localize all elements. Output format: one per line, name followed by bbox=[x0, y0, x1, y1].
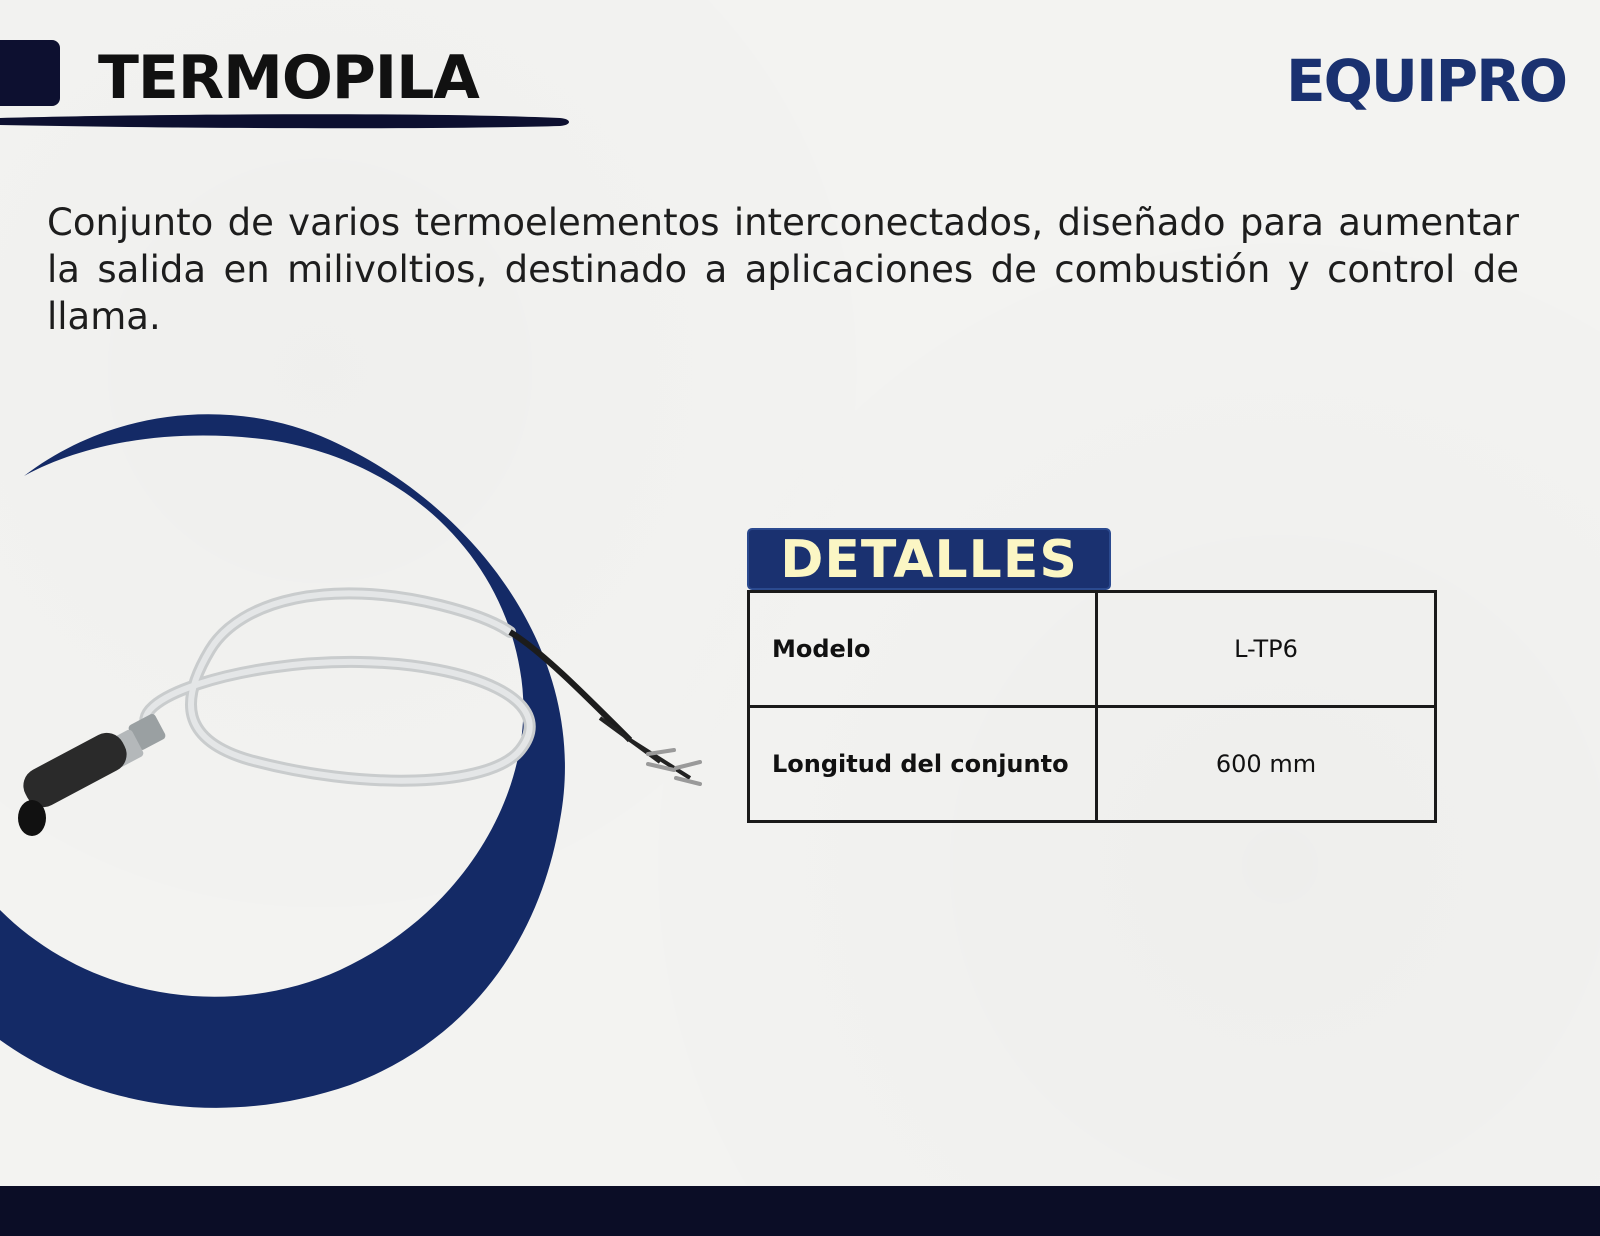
title-underline bbox=[0, 112, 575, 132]
footer-bar bbox=[0, 1186, 1600, 1236]
spec-value: L-TP6 bbox=[1097, 592, 1436, 707]
specs-table bbox=[747, 590, 1437, 823]
page-title: TERMOPILA bbox=[98, 43, 479, 113]
details-badge: DETALLES bbox=[747, 528, 1111, 590]
product-illustration bbox=[0, 400, 720, 1110]
product-description: Conjunto de varios termoelementos interconectados, diseñado para aumentar la salida en milivoltios, destinado a aplicaciones de combustión y control de llama. bbox=[47, 201, 1519, 338]
spec-label: Longitud del conjunto bbox=[749, 707, 1097, 822]
table-row bbox=[749, 592, 1436, 707]
table-row bbox=[749, 707, 1436, 822]
spec-label: Modelo bbox=[749, 592, 1097, 707]
spec-value: 600 mm bbox=[1097, 707, 1436, 822]
brand-logo: EQUIPRO bbox=[1286, 47, 1567, 115]
thermopile-probe-image bbox=[17, 593, 700, 836]
title-accent-block bbox=[0, 40, 60, 106]
